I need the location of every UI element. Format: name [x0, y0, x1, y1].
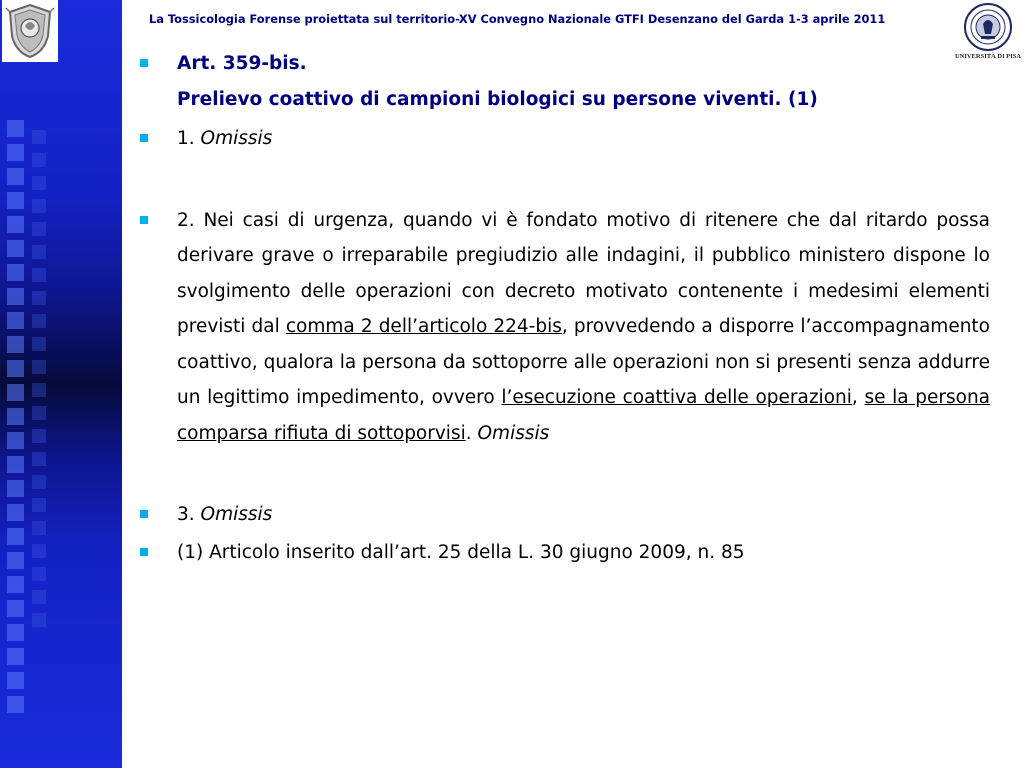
article-number: Art. 359-bis.: [177, 53, 307, 74]
link-comma-224-bis[interactable]: comma 2 dell’articolo 224-bis: [285, 316, 562, 337]
header-title: La Tossicologia Forense proiettata sul territorio-XV Convegno Nazionale GTFI Desenzano del Garda 1-3 aprile 2011: [149, 12, 886, 26]
bullet-square-icon: [140, 548, 148, 556]
decorative-squares: [7, 120, 27, 713]
list-item-3: [140, 497, 990, 533]
footnote-text: (1) Articolo inserito dall’art. 25 della L. 30 giugno 2009, n. 85: [177, 541, 745, 563]
bullet-square-icon: [140, 510, 148, 518]
item-1-number: 1.: [177, 128, 195, 149]
item-2-omissis: Omissis: [477, 422, 550, 444]
university-seal-icon: [963, 2, 1013, 52]
list-item-footnote: [140, 535, 990, 571]
bullet-square-icon: [140, 59, 148, 67]
article-heading: [140, 46, 990, 117]
item-1-omissis: Omissis: [200, 128, 273, 149]
list-item-1: [140, 121, 990, 157]
decorative-squares-faint: [32, 130, 46, 627]
article-title: Prelievo coattivo di campioni biologici su persone viventi. (1): [177, 88, 818, 110]
slide-content: [140, 46, 990, 570]
item-3-omissis: Omissis: [200, 504, 273, 525]
bullet-square-icon: [140, 134, 148, 142]
link-rifiuta-sottoporvisi[interactable]: se la persona comparsa rifiuta di sottoporvisi: [177, 387, 991, 444]
list-item-2: [140, 203, 990, 452]
item-2-text-1: 2. Nei casi di urgenza, quando vi è fondato motivo di ritenere che dal ritardo possa derivare grave o irreparabile pregiudizio alle indagini, il pubblico ministero dispone lo svolgimento delle operazioni con decreto motivato contenente i medesimi elementi previsti dal: [177, 209, 990, 337]
item-3-number: 3.: [177, 504, 195, 525]
shield-crest-icon: [4, 2, 56, 60]
left-decorative-band: [0, 0, 122, 768]
item-2-text-3: ,: [851, 387, 865, 408]
link-esecuzione-coattiva[interactable]: l’esecuzione coattiva delle operazioni: [501, 387, 852, 408]
item-2-text-2: , provvedendo a disporre l’accompagnamento coattivo, qualora la persona da sottoporre alle operazioni non si presenti senza addurre un legittimo impedimento, ovvero: [177, 316, 990, 408]
university-logo-caption: UNIVERSITÀ DI PISA: [954, 53, 1022, 60]
society-logo: [2, 0, 58, 62]
bullet-square-icon: [140, 216, 148, 224]
item-2-text-4: .: [465, 422, 478, 444]
